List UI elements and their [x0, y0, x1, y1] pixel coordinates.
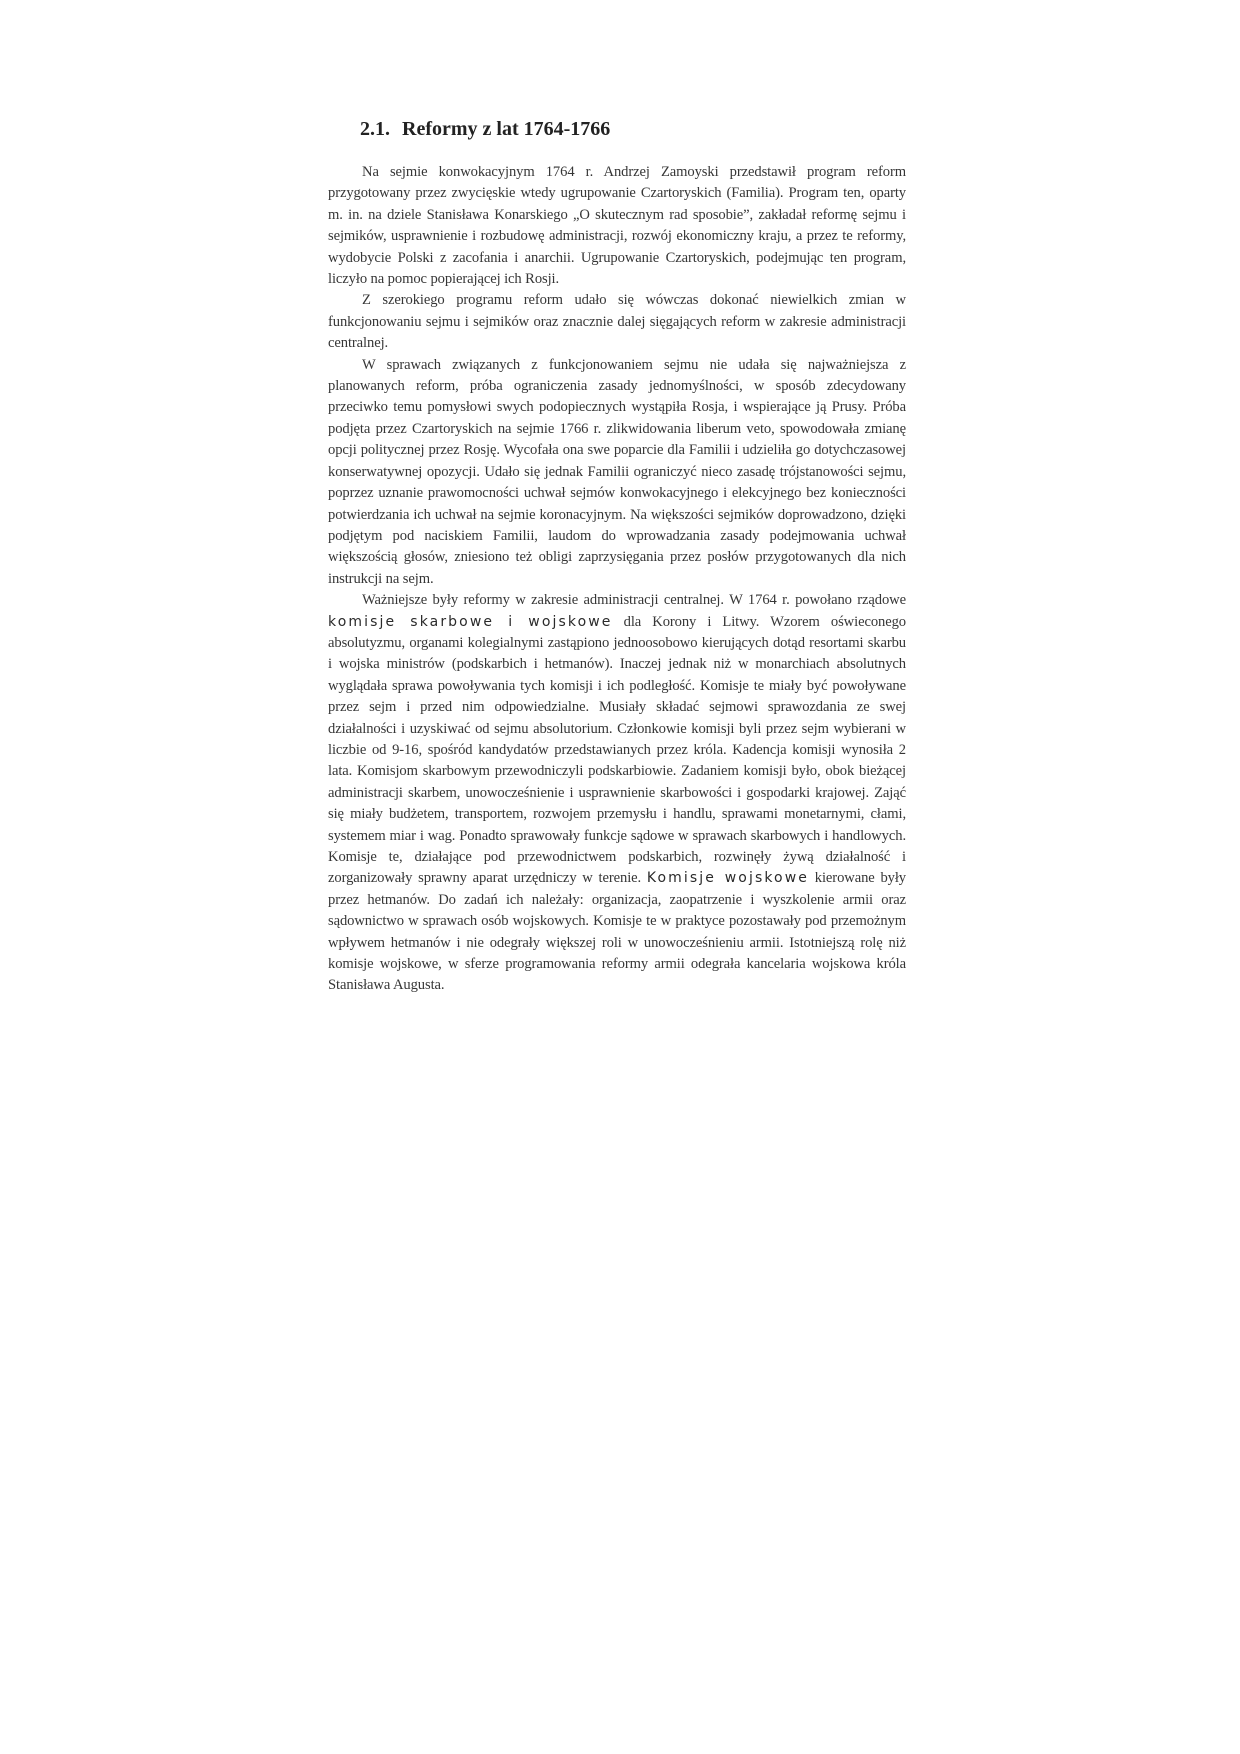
emphasized-term: Komisje wojskowe — [646, 870, 809, 887]
emphasized-term: komisje skarbowe i wojskowe — [328, 613, 613, 630]
section-heading — [360, 118, 920, 141]
paragraph-program: Na sejmie konwokacyjnym 1764 r. Andrzej Zamoyski przedstawił program reform przygotowany przez zwycięskie wtedy ugrupowanie Czartoryskich (Familia). Program ten, oparty m. in. na dziele Stanisława Konarskiego „O skutecznym rad sposobie”, zakładał reformę sejmu i sejmików, usprawnienie i rozbudowę administracji, rozwój ekonomiczny kraju, a przez te reformy, wydobycie Polski z zacofania i anarchii. Ugrupowanie Czartoryskich, podejmując ten program, liczyło na pomoc popierającej ich Rosji. — [328, 164, 906, 288]
paragraph-commissions — [328, 590, 906, 997]
body-text — [328, 162, 906, 997]
paragraph-text: kierowane były przez hetmanów. Do zadań ich należały: organizacja, zaopatrzenie i wyszkolenie armii oraz sądownictwo w sprawach osób wojskowych. Komisje te w praktyce pozostawały pod przemożnym wpływem hetmanów i nie odegrały większej roli w unowocześnieniu armii. Istotniejszą rolę niż komisje wojskowe, w sferze programowania reformy armii odegrała kancelaria wojskowa króla Stanisława Augusta. — [328, 870, 906, 994]
paragraph-text: dla Korony i Litwy. Wzorem oświeconego absolutyzmu, organami kolegialnymi zastąpiono jednoosobowo kierujących dotąd resortami skarbu i wojska ministrów (podskarbich i hetmanów). Inaczej jednak niż w monarchiach absolutnych wyglądała sprawa powoływania tych komisji i ich podległość. Komisje te miały być powoływane przez sejm i przed nim odpowiedzialne. Musiały składać sejmowi sprawozdania ze swej działalności i uzyskiwać od sejmu absolutorium. Członkowie komisji byli przez sejm wybierani w liczbie od 9-16, spośród kandydatów przedstawianych przez króla. Kadencja komisji wynosiła 2 lata. Komisjom skarbowym przewodniczyli podskarbiowie. Zadaniem komisji było, obok bieżącej administracji skarbem, unowocześnienie i usprawnienie skarbowości i gospodarki krajowej. Zająć się miały budżetem, transportem, rozwojem przemysłu i handlu, sprawami monetarnymi, cłami, systemem miar i wag. Ponadto sprawowały funkcje sądowe w sprawach skarbowych i handlowych. Komisje te, działające pod przewodnictwem podskarbich, rozwinęły żywą działalność i zorganizowały sprawny aparat urzędniczy w terenie. — [328, 613, 906, 887]
section-number: 2.1. — [360, 118, 390, 140]
paragraph-text: Ważniejsze były reformy w zakresie administracji centralnej. W 1764 r. powołano rządowe — [362, 592, 906, 609]
paragraph-sejm: W sprawach związanych z funkcjonowaniem sejmu nie udała się najważniejsza z planowanych reform, próba ograniczenia zasady jednomyślności, w sposób zdecydowany przeciwko temu pomysłowi swych podopiecznych wystąpiła Rosja, i wspierające ją Prusy. Próba podjęta przez Czartoryskich na sejmie 1766 r. zlikwidowania liberum veto, spowodowała zmianę opcji politycznej przez Rosję. Wycofała ona swe poparcie dla Familii i udzieliła go dotychczasowej konserwatywnej opozycji. Udało się jednak Familii ograniczyć nieco zasadę trójstanowości sejmu, poprzez uznanie prawomocności uchwał sejmów konwokacyjnego i elekcyjnego bez konieczności potwierdzania ich uchwał na sejmie koronacyjnym. Na większości sejmików doprowadzono, dzięki podjętym pod naciskiem Familii, laudom do wprowadzania zasady podejmowania uchwał większością głosów, zniesiono też obligi zaprzysięgania przez posłów przygotowanych dla nich instrukcji na sejm. — [328, 356, 906, 587]
paragraph-scope: Z szerokiego programu reform udało się wówczas dokonać niewielkich zmian w funkcjonowaniu sejmu i sejmików oraz znacznie dalej sięgających reform w zakresie administracji centralnej. — [328, 292, 906, 352]
section-title: Reformy z lat 1764-1766 — [402, 118, 611, 140]
